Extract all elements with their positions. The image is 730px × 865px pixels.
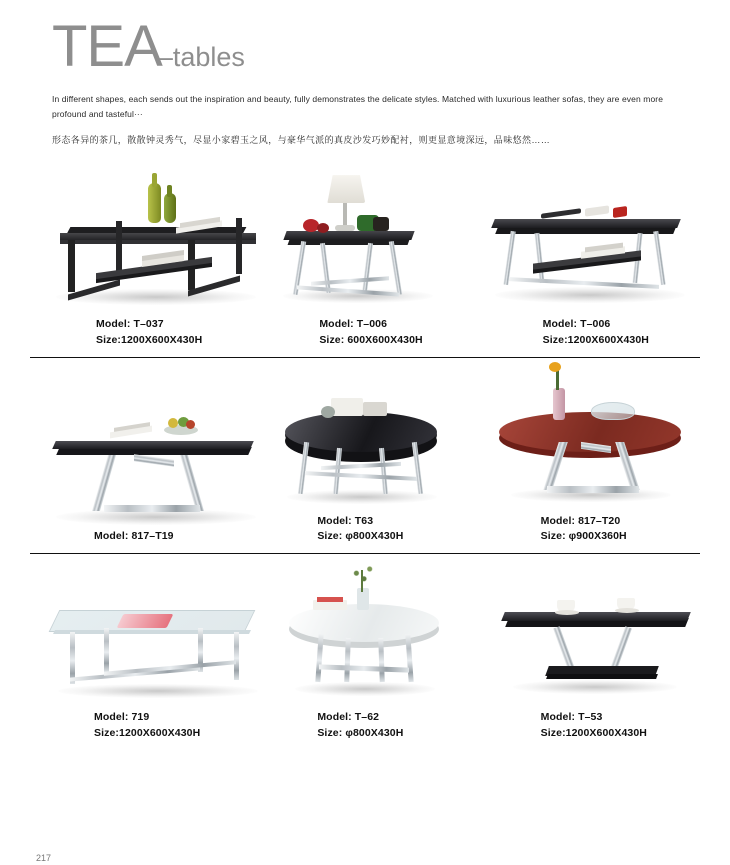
product-cell[interactable] <box>477 358 700 554</box>
product-caption <box>261 704 468 750</box>
product-image-t006-large <box>485 161 692 311</box>
product-model: Model: T63 <box>317 514 374 527</box>
product-size: Size:1200X600X430H <box>96 333 203 346</box>
page-header <box>0 0 730 147</box>
product-image-t62 <box>261 554 468 704</box>
description-chinese: 形态各异的茶几，散散钟灵秀气，尽显小家碧玉之风，与豪华气派的真皮沙发巧妙配衬，则更显意境深远，品味悠然…… <box>52 134 551 145</box>
product-image-719 <box>38 554 245 704</box>
product-size: Size: φ800X430H <box>317 530 404 543</box>
product-row <box>0 161 730 357</box>
product-model: Model: 719 <box>94 711 150 724</box>
product-cell[interactable] <box>30 373 253 553</box>
product-image-t006-small <box>261 161 468 311</box>
product-caption <box>38 523 245 553</box>
page-number: 217 <box>36 853 52 863</box>
title-main: TEA <box>52 14 162 79</box>
product-row <box>0 358 730 554</box>
product-caption <box>38 704 245 750</box>
product-model: Model: T–006 <box>319 318 388 331</box>
product-caption <box>485 704 692 750</box>
product-size: Size:1200X600X430H <box>540 726 647 739</box>
product-model: Model: 817–T20 <box>540 514 621 527</box>
product-image-817-t20 <box>485 358 692 508</box>
title-sub: –tables <box>157 42 245 72</box>
product-image-t63 <box>261 358 468 508</box>
product-model: Model: T–62 <box>317 711 380 724</box>
product-model: Model: T–037 <box>96 318 164 331</box>
product-image-817-t19 <box>38 373 245 523</box>
product-size: Size: φ900X360H <box>540 530 627 543</box>
product-rows <box>0 161 730 750</box>
product-row <box>0 554 730 750</box>
product-size: Size:1200X600X430H <box>542 333 649 346</box>
product-size: Size: 600X600X430H <box>319 333 423 346</box>
product-cell[interactable] <box>253 161 476 357</box>
product-image-t037 <box>38 161 245 311</box>
product-model: Model: T–53 <box>540 711 603 724</box>
product-cell[interactable] <box>253 358 476 554</box>
product-size: Size:1200X600X430H <box>94 726 201 739</box>
product-caption <box>485 311 692 357</box>
description-english: In different shapes, each sends out the inspiration and beauty, fully demonstrates the delicate styles. Matched with luxurious leather sofas, they are even more profound and tasteful··· <box>52 94 664 119</box>
page-title <box>52 14 686 79</box>
product-caption <box>38 311 245 357</box>
product-cell[interactable] <box>30 161 253 357</box>
product-size: Size: φ800X430H <box>317 726 404 739</box>
product-cell[interactable] <box>30 554 253 750</box>
product-caption <box>485 508 692 554</box>
product-cell[interactable] <box>253 554 476 750</box>
product-model: Model: T–006 <box>542 318 611 331</box>
product-image-t53 <box>485 554 692 704</box>
product-cell[interactable] <box>477 554 700 750</box>
product-caption <box>261 508 468 554</box>
product-cell[interactable] <box>477 161 700 357</box>
product-model: Model: 817–T19 <box>94 530 174 543</box>
product-caption <box>261 311 468 357</box>
